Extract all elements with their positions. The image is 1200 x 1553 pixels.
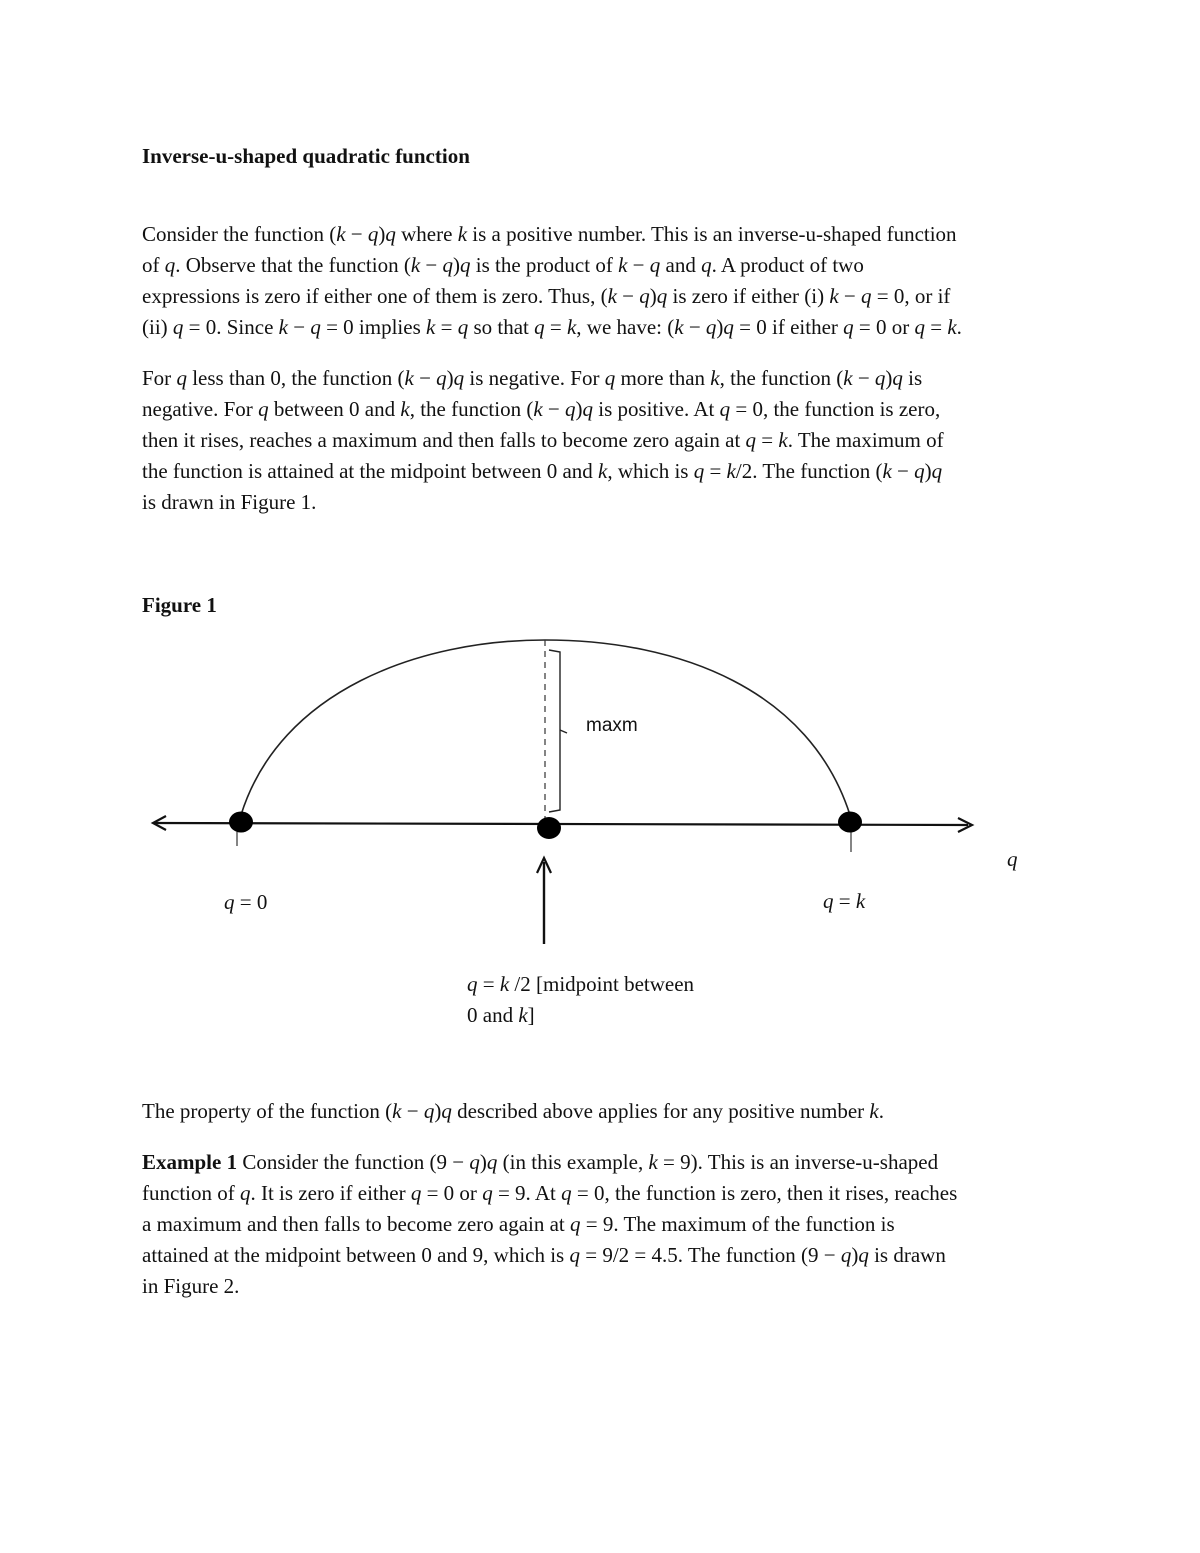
maxm-label: maxm	[586, 715, 638, 736]
left-point-label: q = 0	[224, 890, 268, 914]
text-line: negative. For q between 0 and k, the function (k − q)q is positive. At q = 0, the function is zero,	[142, 397, 941, 421]
text-line: function of q. It is zero if either q = 0 or q = 9. At q = 0, the function is zero, then it rises, reaches	[142, 1181, 958, 1205]
figure-label: Figure 1	[142, 593, 217, 617]
text-line: (ii) q = 0. Since k − q = 0 implies k = q so that q = k, we have: (k − q)q = 0 if either q = 0 or q = k.	[142, 315, 962, 339]
document-title: Inverse-u-shaped quadratic function	[142, 144, 470, 168]
axis-left-arrowhead	[153, 816, 166, 830]
inverse-u-curve	[241, 640, 850, 815]
paragraph-intro	[142, 219, 1072, 343]
maxm-bracket-tick	[560, 730, 567, 733]
text-line: attained at the midpoint between 0 and 9, which is q = 9/2 = 4.5. The function (9 − q)q is drawn	[142, 1243, 946, 1267]
maxm-bracket	[549, 650, 560, 812]
text-line: For q less than 0, the function (k − q)q is negative. For q more than k, the function (k − q)q is	[142, 366, 923, 390]
axis-right-arrowhead	[958, 818, 972, 832]
text-line: in Figure 2.	[142, 1274, 240, 1298]
example-heading: Example 1	[142, 1150, 238, 1174]
point-q-zero	[229, 812, 253, 833]
text-line: expressions is zero if either one of them is zero. Thus, (k − q)q is zero if either (i) k − q = 0, or if	[142, 284, 951, 308]
paragraph-example-1	[142, 1147, 1072, 1302]
text-line: the function is attained at the midpoint between 0 and k, which is q = k/2. The function (k − q)q	[142, 459, 943, 483]
right-point-label: q = k	[823, 889, 866, 913]
midpoint-arrow-head	[537, 858, 551, 873]
text-line: Example 1 Consider the function (9 − q)q (in this example, k = 9). This is an inverse-u-shaped	[142, 1150, 939, 1174]
paragraph-property	[142, 1096, 1072, 1127]
text-line: of q. Observe that the function (k − q)q is the product of k − q and q. A product of two	[142, 253, 864, 277]
paragraph-sign-analysis	[142, 363, 1072, 518]
text-line: The property of the function (k − q)q described above applies for any positive number k.	[142, 1099, 884, 1123]
q-axis-line	[155, 823, 968, 825]
q-axis-label: q	[1007, 847, 1018, 871]
text-line: Consider the function (k − q)q where k is a positive number. This is an inverse-u-shaped function	[142, 222, 957, 246]
point-q-k	[838, 812, 862, 833]
text-line: then it rises, reaches a maximum and then falls to become zero again at q = k. The maximum of	[142, 428, 944, 452]
point-q-midpoint	[537, 817, 561, 839]
text-line: a maximum and then falls to become zero again at q = 9. The maximum of the function is	[142, 1212, 895, 1236]
text-line: is drawn in Figure 1.	[142, 490, 317, 514]
midpoint-label: q = k /2 [midpoint between 0 and k]	[467, 972, 695, 1027]
